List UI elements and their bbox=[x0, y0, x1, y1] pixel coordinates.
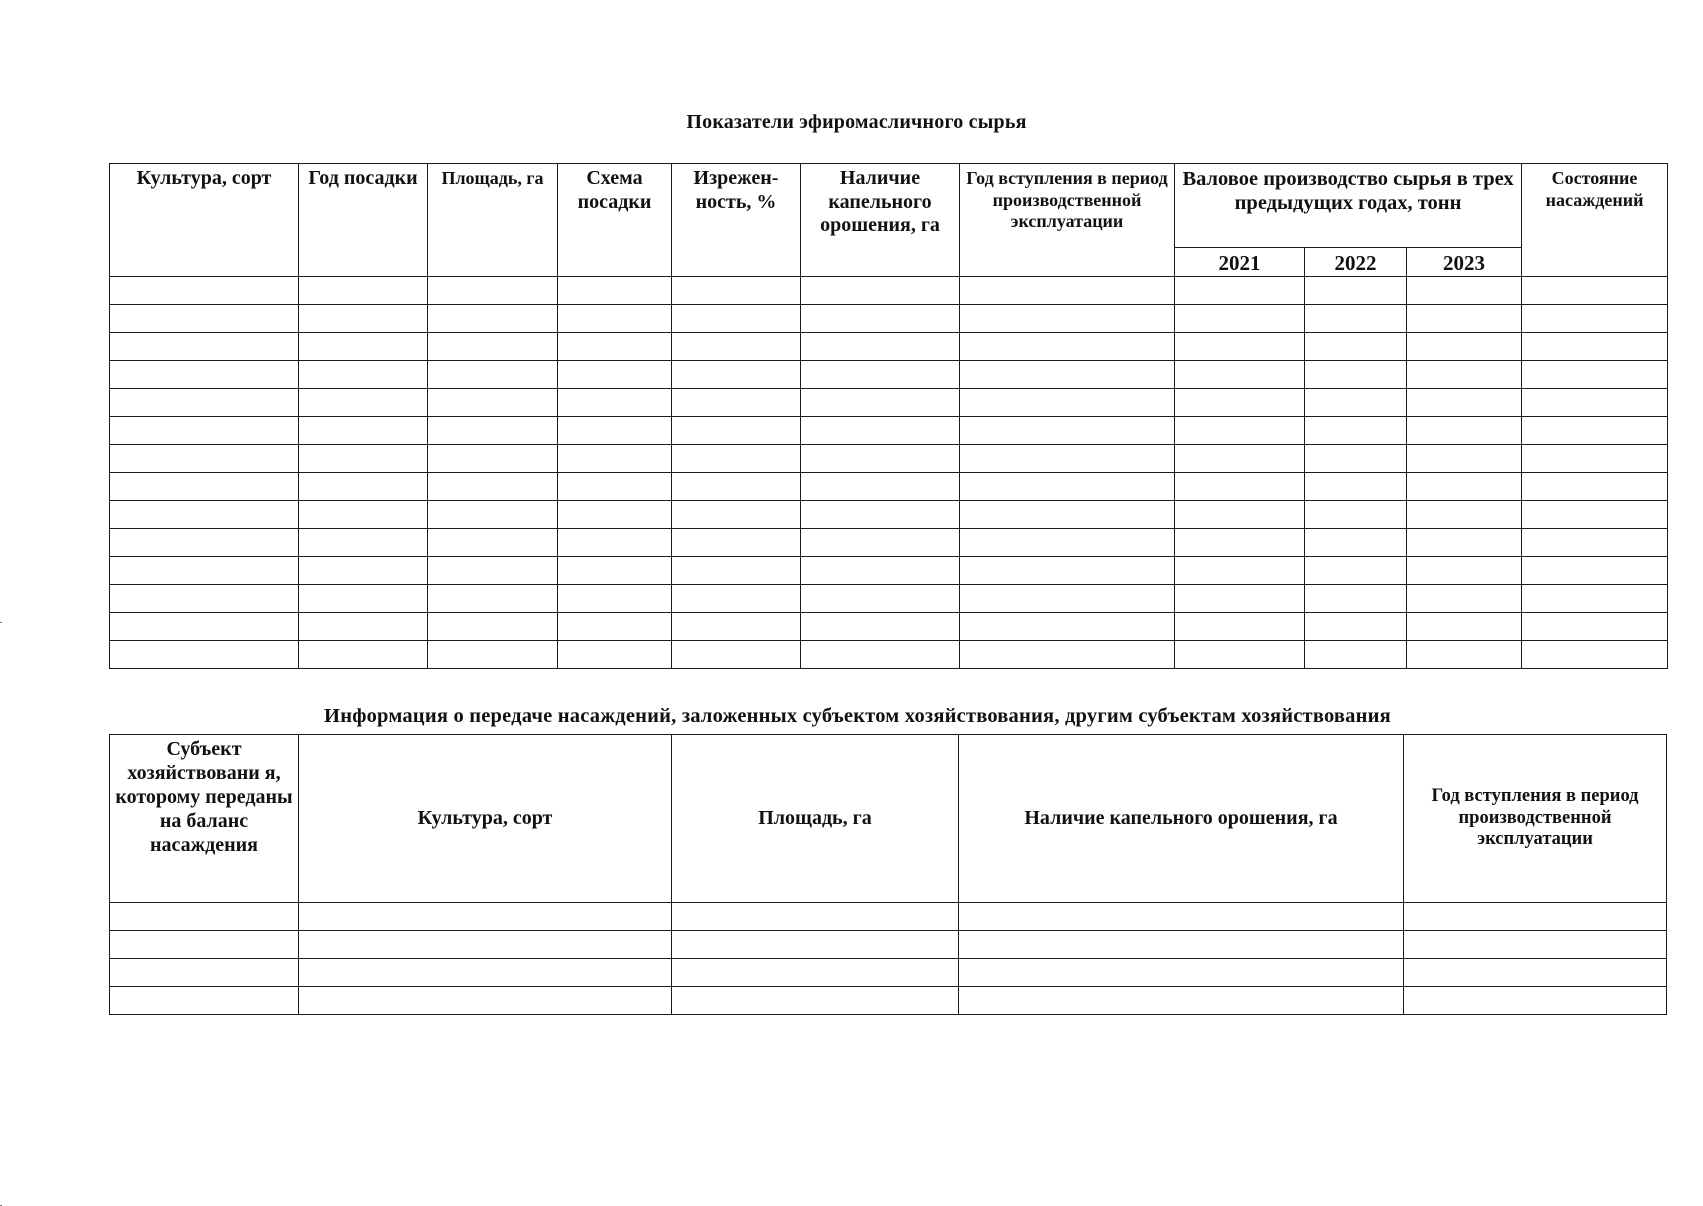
table-row bbox=[110, 361, 1668, 389]
table-cell[interactable] bbox=[1175, 501, 1305, 529]
table-cell[interactable] bbox=[110, 445, 299, 473]
table-cell[interactable] bbox=[299, 931, 672, 959]
table-cell[interactable] bbox=[960, 585, 1175, 613]
table-cell[interactable] bbox=[960, 613, 1175, 641]
table-cell[interactable] bbox=[110, 959, 299, 987]
table-cell[interactable] bbox=[428, 277, 558, 305]
table-cell[interactable] bbox=[110, 931, 299, 959]
table-cell[interactable] bbox=[672, 931, 959, 959]
table-cell[interactable] bbox=[1522, 305, 1668, 333]
table-cell[interactable] bbox=[428, 333, 558, 361]
table-cell[interactable] bbox=[428, 501, 558, 529]
table-cell[interactable] bbox=[959, 903, 1404, 931]
table-row bbox=[110, 959, 1667, 987]
table-row bbox=[110, 473, 1668, 501]
table-cell[interactable] bbox=[299, 445, 428, 473]
table-cell[interactable] bbox=[299, 277, 428, 305]
header-area: Площадь, га bbox=[428, 164, 558, 277]
table-cell[interactable] bbox=[1522, 501, 1668, 529]
table-row bbox=[110, 987, 1667, 1015]
table-cell[interactable] bbox=[960, 641, 1175, 669]
table-cell[interactable] bbox=[558, 277, 672, 305]
table-cell[interactable] bbox=[1175, 557, 1305, 585]
table-cell[interactable] bbox=[1175, 613, 1305, 641]
table-cell[interactable] bbox=[801, 529, 960, 557]
table-cell[interactable] bbox=[428, 417, 558, 445]
table-row bbox=[110, 501, 1668, 529]
table-cell[interactable] bbox=[110, 361, 299, 389]
table-cell[interactable] bbox=[960, 277, 1175, 305]
table-cell[interactable] bbox=[801, 613, 960, 641]
table-cell[interactable] bbox=[299, 501, 428, 529]
table-cell[interactable] bbox=[672, 277, 801, 305]
table-cell[interactable] bbox=[1305, 333, 1407, 361]
table-cell[interactable] bbox=[1522, 473, 1668, 501]
table-cell[interactable] bbox=[428, 641, 558, 669]
header-sparsity: Изрежен-ность, % bbox=[672, 164, 801, 277]
table-cell[interactable] bbox=[1175, 305, 1305, 333]
table-cell[interactable] bbox=[110, 417, 299, 445]
table-cell[interactable] bbox=[1407, 417, 1522, 445]
table-cell[interactable] bbox=[1175, 361, 1305, 389]
table-cell[interactable] bbox=[960, 473, 1175, 501]
table-cell[interactable] bbox=[1522, 557, 1668, 585]
table-cell[interactable] bbox=[1522, 445, 1668, 473]
table-cell[interactable] bbox=[960, 389, 1175, 417]
table-row bbox=[110, 641, 1668, 669]
table-row bbox=[110, 333, 1668, 361]
table-cell[interactable] bbox=[1305, 473, 1407, 501]
table-cell[interactable] bbox=[959, 987, 1404, 1015]
table-cell[interactable] bbox=[672, 389, 801, 417]
table-cell[interactable] bbox=[110, 333, 299, 361]
header-subject: Субъект хозяйствовани я, которому переданы на баланс насаждения bbox=[110, 735, 299, 903]
table-cell[interactable] bbox=[1407, 557, 1522, 585]
table-cell[interactable] bbox=[801, 473, 960, 501]
table-cell[interactable] bbox=[428, 361, 558, 389]
table-cell[interactable] bbox=[1407, 641, 1522, 669]
table-cell[interactable] bbox=[1407, 501, 1522, 529]
table-cell[interactable] bbox=[801, 501, 960, 529]
table-cell[interactable] bbox=[299, 585, 428, 613]
header-drip-irrigation: Наличие капельного орошения, га bbox=[959, 735, 1404, 903]
table-cell[interactable] bbox=[672, 987, 959, 1015]
table-cell[interactable] bbox=[428, 473, 558, 501]
table-cell[interactable] bbox=[801, 305, 960, 333]
table-cell[interactable] bbox=[672, 529, 801, 557]
header-culture: Культура, сорт bbox=[110, 164, 299, 277]
table-cell[interactable] bbox=[801, 557, 960, 585]
table-cell[interactable] bbox=[1305, 613, 1407, 641]
table-cell[interactable] bbox=[1175, 277, 1305, 305]
table-cell[interactable] bbox=[1522, 417, 1668, 445]
table-cell[interactable] bbox=[1407, 445, 1522, 473]
table-cell[interactable] bbox=[960, 501, 1175, 529]
table-cell[interactable] bbox=[672, 445, 801, 473]
table-cell[interactable] bbox=[558, 501, 672, 529]
table-cell[interactable] bbox=[1407, 361, 1522, 389]
table-cell[interactable] bbox=[960, 305, 1175, 333]
table-cell[interactable] bbox=[960, 557, 1175, 585]
table-cell[interactable] bbox=[960, 361, 1175, 389]
table-cell[interactable] bbox=[1404, 987, 1667, 1015]
table-cell[interactable] bbox=[558, 417, 672, 445]
table-cell[interactable] bbox=[1407, 333, 1522, 361]
table-cell[interactable] bbox=[558, 529, 672, 557]
table-cell[interactable] bbox=[110, 987, 299, 1015]
table-cell[interactable] bbox=[672, 361, 801, 389]
table-cell[interactable] bbox=[110, 389, 299, 417]
table-cell[interactable] bbox=[1407, 585, 1522, 613]
header-culture: Культура, сорт bbox=[299, 735, 672, 903]
table-cell[interactable] bbox=[428, 613, 558, 641]
table-cell[interactable] bbox=[558, 613, 672, 641]
header-drip-irrigation: Наличие капельного орошения, га bbox=[801, 164, 960, 277]
table-cell[interactable] bbox=[558, 333, 672, 361]
table-cell[interactable] bbox=[801, 445, 960, 473]
table-row bbox=[110, 613, 1668, 641]
table-cell[interactable] bbox=[428, 305, 558, 333]
table-cell[interactable] bbox=[428, 389, 558, 417]
table-cell[interactable] bbox=[960, 445, 1175, 473]
table-cell[interactable] bbox=[1175, 389, 1305, 417]
header-planting-scheme: Схема посадки bbox=[558, 164, 672, 277]
table-cell[interactable] bbox=[1305, 389, 1407, 417]
table-cell[interactable] bbox=[801, 417, 960, 445]
table-cell[interactable] bbox=[801, 585, 960, 613]
header-planting-state: Состояние насаждений bbox=[1522, 164, 1668, 277]
table-cell[interactable] bbox=[1407, 305, 1522, 333]
table-cell[interactable] bbox=[1522, 613, 1668, 641]
table-cell[interactable] bbox=[672, 903, 959, 931]
table-cell[interactable] bbox=[299, 959, 672, 987]
table-cell[interactable] bbox=[801, 361, 960, 389]
table-cell[interactable] bbox=[672, 641, 801, 669]
table-cell[interactable] bbox=[672, 501, 801, 529]
header-year-2022: 2022 bbox=[1305, 248, 1407, 277]
table-cell[interactable] bbox=[1407, 473, 1522, 501]
table-cell[interactable] bbox=[672, 557, 801, 585]
table-cell[interactable] bbox=[801, 641, 960, 669]
table-cell[interactable] bbox=[558, 305, 672, 333]
table-cell[interactable] bbox=[1522, 277, 1668, 305]
table-row bbox=[110, 277, 1668, 305]
table-cell[interactable] bbox=[299, 473, 428, 501]
table-cell[interactable] bbox=[299, 361, 428, 389]
table-cell[interactable] bbox=[299, 389, 428, 417]
table-cell[interactable] bbox=[1175, 473, 1305, 501]
transfer-info-table bbox=[109, 734, 1667, 1015]
table-cell[interactable] bbox=[299, 417, 428, 445]
table-cell[interactable] bbox=[959, 931, 1404, 959]
table-row bbox=[110, 931, 1667, 959]
table-cell[interactable] bbox=[1305, 557, 1407, 585]
table-cell[interactable] bbox=[110, 473, 299, 501]
table-cell[interactable] bbox=[672, 305, 801, 333]
table-row bbox=[110, 529, 1668, 557]
table-cell[interactable] bbox=[110, 613, 299, 641]
table-cell[interactable] bbox=[299, 529, 428, 557]
table-cell[interactable] bbox=[672, 613, 801, 641]
table-cell[interactable] bbox=[428, 557, 558, 585]
table-cell[interactable] bbox=[1522, 585, 1668, 613]
table-cell[interactable] bbox=[1407, 613, 1522, 641]
table-cell[interactable] bbox=[558, 445, 672, 473]
table-cell[interactable] bbox=[428, 585, 558, 613]
table-cell[interactable] bbox=[299, 903, 672, 931]
table2-title: Информация о передаче насаждений, заложенных субъектом хозяйствования, другим субъектам хозяйствования bbox=[324, 705, 1391, 727]
header-entry-year: Год вступления в период производственной эксплуатации bbox=[1404, 735, 1667, 903]
table-cell[interactable] bbox=[1522, 529, 1668, 557]
table-cell[interactable] bbox=[299, 613, 428, 641]
header-gross-production: Валовое производство сырья в трех предыдущих годах, тонн bbox=[1175, 164, 1522, 248]
table-cell[interactable] bbox=[672, 585, 801, 613]
table-row bbox=[110, 389, 1668, 417]
table-cell[interactable] bbox=[1305, 585, 1407, 613]
table-cell[interactable] bbox=[1522, 333, 1668, 361]
raw-materials-table bbox=[109, 163, 1668, 669]
table1-title: Показатели эфиромасличного сырья bbox=[686, 111, 1027, 133]
table-cell[interactable] bbox=[558, 557, 672, 585]
table-cell[interactable] bbox=[672, 959, 959, 987]
table-cell[interactable] bbox=[1305, 361, 1407, 389]
table-cell[interactable] bbox=[672, 417, 801, 445]
table-cell[interactable] bbox=[299, 557, 428, 585]
table-cell[interactable] bbox=[960, 333, 1175, 361]
scan-speck bbox=[0, 622, 2, 623]
header-entry-year: Год вступления в период производственной эксплуатации bbox=[960, 164, 1175, 277]
table-row bbox=[110, 417, 1668, 445]
table-cell[interactable] bbox=[1407, 529, 1522, 557]
table-cell[interactable] bbox=[1305, 501, 1407, 529]
table-cell[interactable] bbox=[1522, 361, 1668, 389]
table-cell[interactable] bbox=[110, 585, 299, 613]
table-cell[interactable] bbox=[1404, 931, 1667, 959]
table-cell[interactable] bbox=[428, 445, 558, 473]
table-cell[interactable] bbox=[558, 641, 672, 669]
table-cell[interactable] bbox=[299, 333, 428, 361]
table-row bbox=[110, 557, 1668, 585]
table-cell[interactable] bbox=[1305, 529, 1407, 557]
table-cell[interactable] bbox=[558, 361, 672, 389]
table-cell[interactable] bbox=[959, 959, 1404, 987]
table-cell[interactable] bbox=[1175, 585, 1305, 613]
header-planting-year: Год посадки bbox=[299, 164, 428, 277]
table-row bbox=[110, 903, 1667, 931]
table-row bbox=[110, 305, 1668, 333]
table-cell[interactable] bbox=[428, 529, 558, 557]
table-cell[interactable] bbox=[1522, 389, 1668, 417]
table-cell[interactable] bbox=[110, 277, 299, 305]
table-cell[interactable] bbox=[1305, 305, 1407, 333]
table-cell[interactable] bbox=[1305, 417, 1407, 445]
table-cell[interactable] bbox=[1522, 641, 1668, 669]
table-cell[interactable] bbox=[960, 529, 1175, 557]
table-cell[interactable] bbox=[801, 277, 960, 305]
table-row bbox=[110, 585, 1668, 613]
table-cell[interactable] bbox=[1404, 959, 1667, 987]
table-cell[interactable] bbox=[1175, 333, 1305, 361]
table-cell[interactable] bbox=[1407, 277, 1522, 305]
table-cell[interactable] bbox=[1175, 417, 1305, 445]
table-cell[interactable] bbox=[1407, 389, 1522, 417]
table-cell[interactable] bbox=[110, 305, 299, 333]
table-cell[interactable] bbox=[110, 903, 299, 931]
table-cell[interactable] bbox=[960, 417, 1175, 445]
table-cell[interactable] bbox=[110, 641, 299, 669]
table-cell[interactable] bbox=[299, 305, 428, 333]
table-cell[interactable] bbox=[801, 333, 960, 361]
table-cell[interactable] bbox=[110, 557, 299, 585]
header-year-2021: 2021 bbox=[1175, 248, 1305, 277]
header-year-2023: 2023 bbox=[1407, 248, 1522, 277]
table-cell[interactable] bbox=[110, 529, 299, 557]
table-cell[interactable] bbox=[558, 585, 672, 613]
table-cell[interactable] bbox=[1175, 641, 1305, 669]
table-cell[interactable] bbox=[672, 473, 801, 501]
table-cell[interactable] bbox=[299, 987, 672, 1015]
table-row bbox=[110, 445, 1668, 473]
table-cell[interactable] bbox=[672, 333, 801, 361]
table-cell[interactable] bbox=[1305, 277, 1407, 305]
table-cell[interactable] bbox=[1305, 445, 1407, 473]
table-cell[interactable] bbox=[1404, 903, 1667, 931]
table-cell[interactable] bbox=[1305, 641, 1407, 669]
table-cell[interactable] bbox=[1175, 529, 1305, 557]
table-cell[interactable] bbox=[299, 641, 428, 669]
table-cell[interactable] bbox=[801, 389, 960, 417]
table-cell[interactable] bbox=[1175, 445, 1305, 473]
table-cell[interactable] bbox=[558, 389, 672, 417]
table-cell[interactable] bbox=[110, 501, 299, 529]
header-area: Площадь, га bbox=[672, 735, 959, 903]
table-cell[interactable] bbox=[558, 473, 672, 501]
